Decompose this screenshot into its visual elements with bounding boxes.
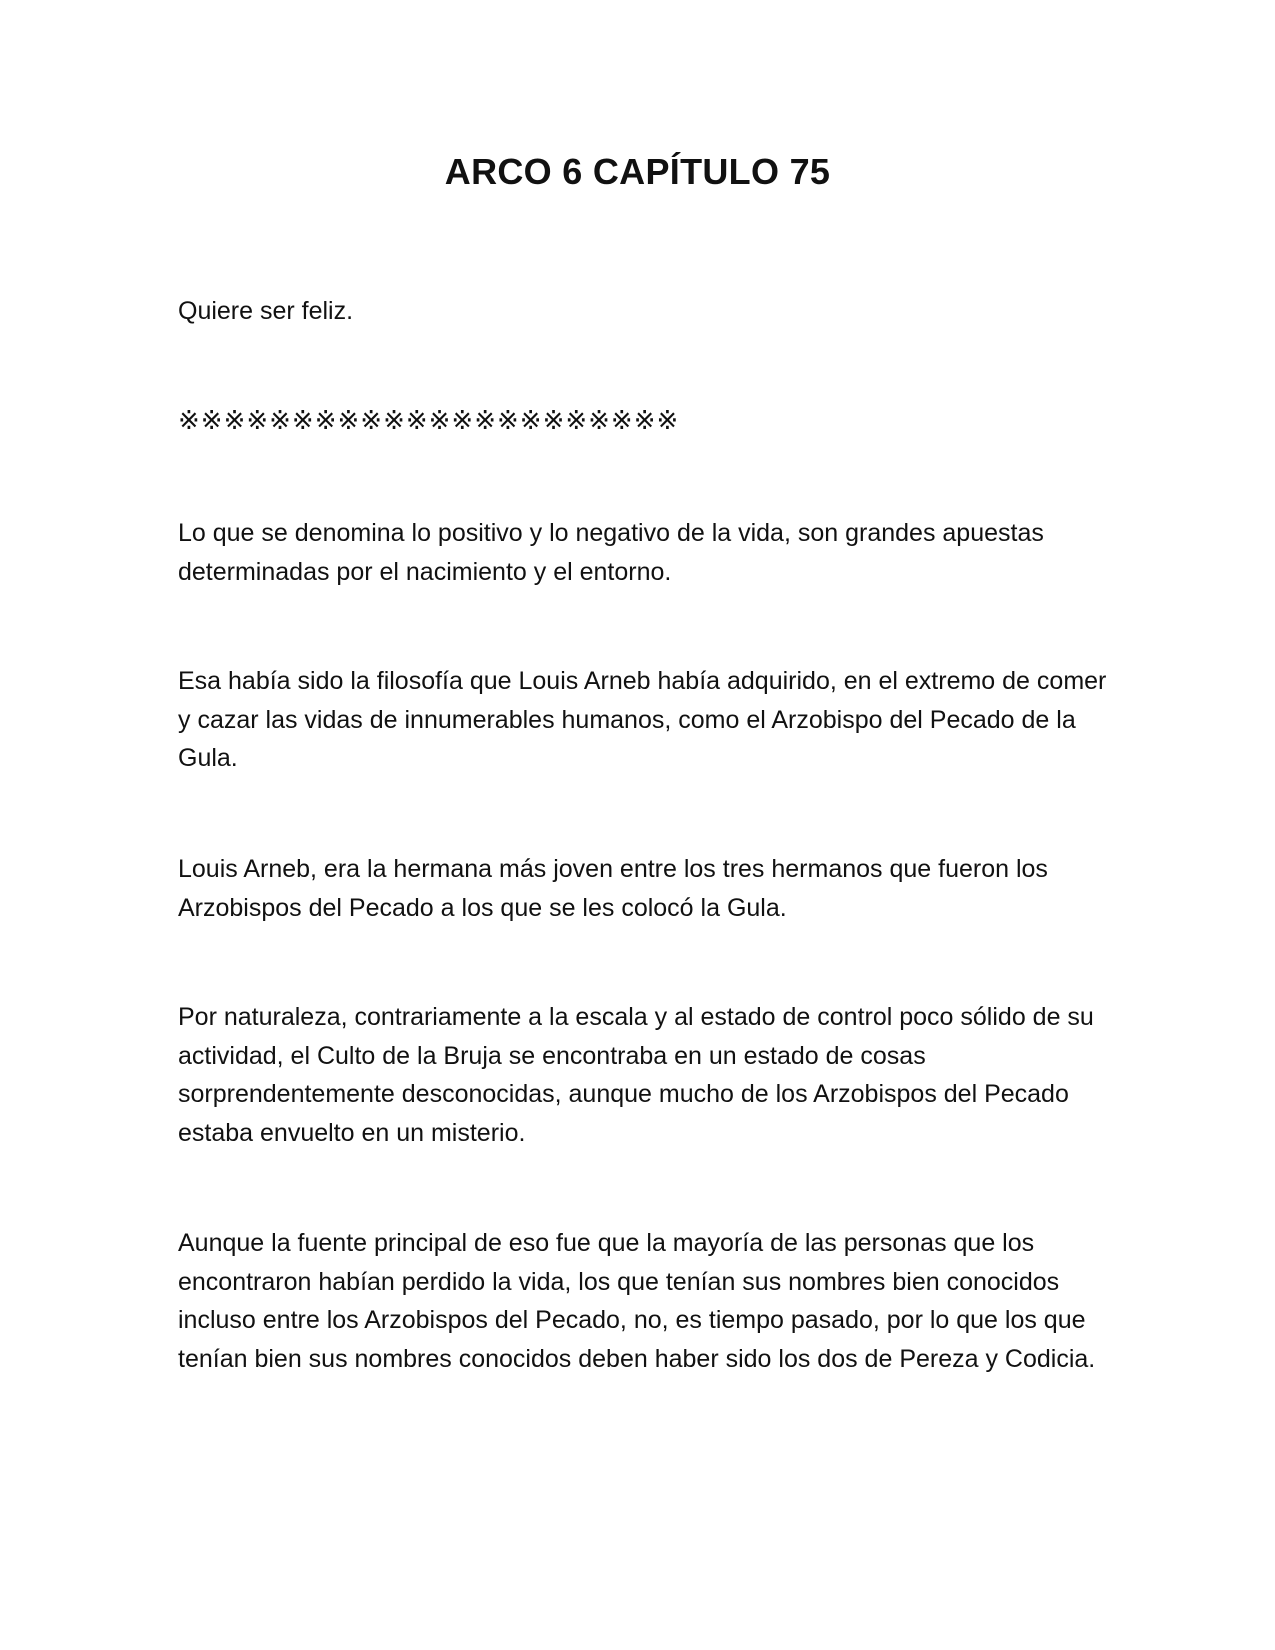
- paragraph-4: Por naturaleza, contrariamente a la escala y al estado de control poco sólido de su actividad, el Culto de la Bruja se encontraba en un estado de cosas sorprendentemente desconocidas, aunque mucho de los Arzobispos del Pecado estaba envuelto en un misterio.: [178, 1003, 1094, 1147]
- paragraph-3: Louis Arneb, era la hermana más joven entre los tres hermanos que fueron los Arzobispos del Pecado a los que se les colocó la Gula.: [178, 855, 1048, 922]
- paragraph-2: Esa había sido la filosofía que Louis Arneb había adquirido, en el extremo de comer y cazar las vidas de innumerables humanos, como el Arzobispo del Pecado de la Gula.: [178, 667, 1107, 772]
- chapter-title: ARCO 6 CAPÍTULO 75: [444, 151, 831, 192]
- paragraph-1: Lo que se denomina lo positivo y lo negativo de la vida, son grandes apuestas determinadas por el nacimiento y el entorno.: [178, 519, 1044, 586]
- paragraph-5: Aunque la fuente principal de eso fue que la mayoría de las personas que los encontraron habían perdido la vida, los que tenían sus nombres bien conocidos incluso entre los Arzobispos del Pecado, no, es tiempo pasado, por lo que los que tenían bien sus nombres conocidos deben haber sido los dos de Pereza y Codicia.: [178, 1229, 1096, 1373]
- intro-line: Quiere ser feliz.: [178, 297, 354, 325]
- section-separator: ※※※※※※※※※※※※※※※※※※※※※※: [178, 406, 680, 436]
